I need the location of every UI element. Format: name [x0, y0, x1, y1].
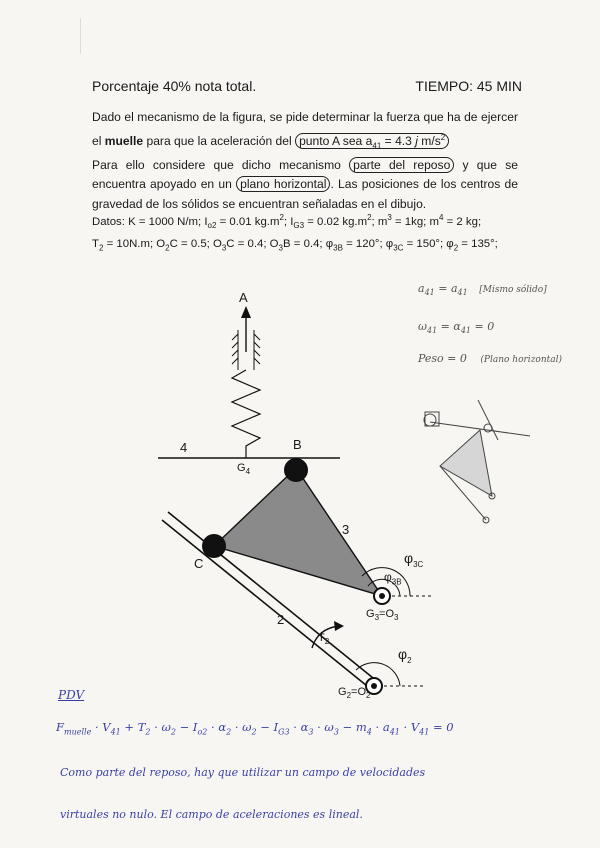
note-omega-zero: $\omega_{41} = \alpha_{41} = 0$: [418, 320, 495, 336]
note-weight-zero: Peso = 0 (Plano horizontal): [418, 352, 563, 365]
spring-bold-word: muelle: [104, 133, 144, 148]
arrow-a-icon: [241, 306, 251, 318]
label-2: 2: [277, 612, 285, 627]
circled-horizontal-plane: plano horizontal: [236, 176, 330, 192]
label-phi2: $\varphi_2$: [398, 646, 412, 665]
data-line-1: Datos: K = 1000 N/m; $I_{o2} = 0.01$ $kg.m^2$; $I_{G3} = 0.02$ $kg.m^2$; $m^3 = 1kg$; $m^4 = 2$ kg;: [92, 213, 482, 231]
circled-rest: parte del reposo: [349, 157, 454, 173]
label-t2: $T_2$: [318, 632, 330, 647]
circled-point-a: punto A sea $a_{41} = 4.3$ j $m/s^2$: [295, 133, 449, 149]
label-4: 4: [180, 440, 188, 455]
joint-c: [202, 534, 226, 558]
statement-part-3: Para ello considere que dicho mecanismo: [92, 157, 350, 172]
note-horizontal-plane: (Plano horizontal): [480, 355, 563, 365]
time-label: TIEMPO: 45 MIN: [415, 78, 522, 94]
label-a: A: [239, 290, 248, 305]
circled-point-a-text: punto A sea a: [299, 133, 373, 148]
pdv-heading: PDV: [58, 688, 85, 702]
note-same-solid: [Mismo sólido]: [479, 285, 547, 295]
label-g3-o3: $G_3=O_3$: [366, 608, 399, 623]
joint-b: [284, 458, 308, 482]
note-line-1: Como parte del reposo, hay que utilizar un campo de velocidades: [60, 766, 426, 779]
note-accel-equal: $a_{41} = a_{41}$ [Mismo sólido]: [418, 282, 547, 298]
label-g2-o2: $G_2=O_2$: [338, 686, 371, 701]
statement-part-1: Dado el mecanismo de la figura, se pide determinar la fuerza que ha de ejercer el: [92, 110, 518, 148]
statement-part-4: y que se encuentra apoyado en un: [92, 157, 518, 192]
pdv-equation: $F_{muelle} \cdot V_{41} + T_2 \cdot \omega_2 - I_{o2} \cdot \alpha_2 \cdot \omega_2 - I_{G3} \cdot \alpha_3 \cdot \omega_3 - m_4 \cdot a_{41} \cdot V_{41} = 0$: [56, 720, 454, 737]
data-line-2: $T_2 = 10N.m$; $O_2C = 0.5$; $O_3C = 0.4$; $O_3B = 0.4$; $\varphi_{3B} = 120^\circ$; $\varphi_{3C} = 150^\circ$; $\varphi_2 = 135^\circ$;: [92, 238, 498, 253]
label-phi3b: $\varphi_{3B}$: [384, 570, 402, 587]
statement-part-5: . Las posiciones de los centros de gravedad de los sólidos se encuentran señaladas en el dibujo.: [92, 177, 519, 211]
label-c: C: [194, 556, 204, 571]
note-line-2: virtuales no nulo. El campo de aceleraciones es lineal.: [60, 808, 363, 821]
triangle-body-3: [214, 468, 382, 596]
spring-icon: [232, 370, 260, 458]
label-3: 3: [342, 522, 350, 537]
side-sketch: [424, 400, 530, 523]
label-g4: $G_4$: [237, 462, 251, 477]
label-b: B: [293, 437, 302, 452]
statement-part-2: para que la aceleración del: [143, 133, 296, 148]
label-phi3c: $\varphi_{3C}$: [404, 550, 424, 569]
percentage-label: Porcentaje 40% nota total.: [92, 78, 257, 94]
